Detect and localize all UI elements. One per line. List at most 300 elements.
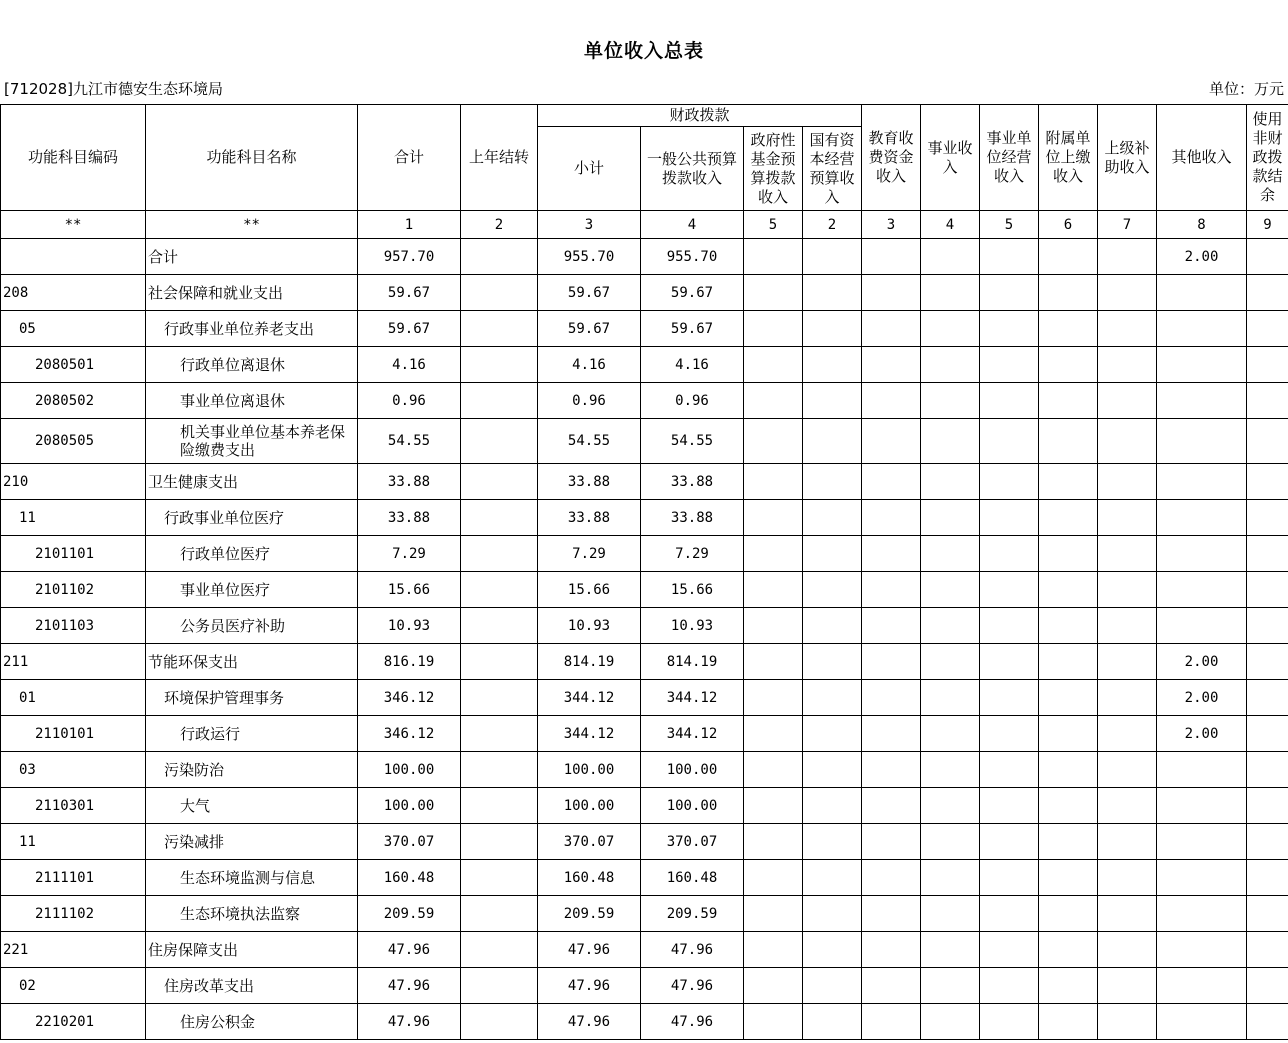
cell-code <box>1 239 146 275</box>
header-general: 一般公共预算拨款收入 <box>641 127 744 211</box>
cell-subtotal: 0.96 <box>538 383 641 419</box>
organization-label: [712028]九江市德安生态环境局 <box>4 80 223 98</box>
cell-name: 事业单位医疗 <box>146 572 358 608</box>
cell-total: 816.19 <box>358 644 461 680</box>
cell-empty <box>461 824 538 860</box>
cell-general: 47.96 <box>641 1004 744 1040</box>
cell-other <box>1157 347 1247 383</box>
cell-total: 160.48 <box>358 860 461 896</box>
header-superior: 上级补助收入 <box>1098 105 1157 211</box>
cell-empty <box>921 752 980 788</box>
cell-empty <box>980 419 1039 464</box>
cell-empty <box>803 572 862 608</box>
cell-empty <box>921 572 980 608</box>
cell-total: 59.67 <box>358 311 461 347</box>
cell-empty <box>980 500 1039 536</box>
cell-code: 02 <box>1 968 146 1004</box>
cell-general: 160.48 <box>641 860 744 896</box>
table-row <box>1 275 1288 311</box>
cell-empty <box>1247 788 1288 824</box>
cell-empty <box>862 680 921 716</box>
cell-other: 2.00 <box>1157 239 1247 275</box>
header-operation: 事业单位经营收入 <box>980 105 1039 211</box>
cell-empty <box>1098 464 1157 500</box>
cell-empty <box>1039 383 1098 419</box>
cell-code: 03 <box>1 752 146 788</box>
cell-total: 47.96 <box>358 932 461 968</box>
cell-empty <box>1039 752 1098 788</box>
cell-name: 机关事业单位基本养老保险缴费支出 <box>146 419 358 464</box>
cell-empty <box>921 347 980 383</box>
cell-empty <box>1247 716 1288 752</box>
cell-empty <box>744 311 803 347</box>
cell-subtotal: 209.59 <box>538 896 641 932</box>
cell-empty <box>1247 680 1288 716</box>
cell-empty <box>980 896 1039 932</box>
cell-general: 33.88 <box>641 464 744 500</box>
cell-empty <box>862 383 921 419</box>
cell-code: 2080505 <box>1 419 146 464</box>
table-row <box>1 644 1288 680</box>
cell-empty <box>744 572 803 608</box>
cell-total: 59.67 <box>358 275 461 311</box>
cell-empty <box>980 311 1039 347</box>
report-title: 单位收入总表 <box>583 40 704 62</box>
cell-empty <box>1039 680 1098 716</box>
cell-empty <box>1098 788 1157 824</box>
table-body <box>1 239 1288 1040</box>
cell-empty <box>803 644 862 680</box>
cell-empty <box>461 932 538 968</box>
cell-empty <box>1247 239 1288 275</box>
cell-other <box>1157 968 1247 1004</box>
table-row <box>1 239 1288 275</box>
table-row <box>1 860 1288 896</box>
cell-name: 行政事业单位养老支出 <box>146 311 358 347</box>
cell-empty <box>980 716 1039 752</box>
cell-empty <box>1039 608 1098 644</box>
cell-other <box>1157 419 1247 464</box>
cell-empty <box>461 788 538 824</box>
cell-general: 344.12 <box>641 680 744 716</box>
table-row <box>1 536 1288 572</box>
cell-general: 100.00 <box>641 752 744 788</box>
header-nonfiscal: 使用非财政拨款结余 <box>1247 105 1288 211</box>
cell-empty <box>980 644 1039 680</box>
column-number: 1 <box>358 211 461 239</box>
cell-empty <box>1247 644 1288 680</box>
cell-empty <box>1039 860 1098 896</box>
cell-empty <box>803 347 862 383</box>
cell-empty <box>744 824 803 860</box>
cell-other <box>1157 752 1247 788</box>
cell-empty <box>1039 536 1098 572</box>
cell-empty <box>461 896 538 932</box>
column-number: 4 <box>641 211 744 239</box>
cell-empty <box>862 500 921 536</box>
cell-other: 2.00 <box>1157 644 1247 680</box>
cell-empty <box>1098 311 1157 347</box>
cell-general: 33.88 <box>641 500 744 536</box>
cell-empty <box>921 932 980 968</box>
cell-empty <box>862 536 921 572</box>
cell-empty <box>921 968 980 1004</box>
cell-empty <box>1039 788 1098 824</box>
cell-other <box>1157 788 1247 824</box>
table-row <box>1 752 1288 788</box>
cell-total: 0.96 <box>358 383 461 419</box>
table-row <box>1 932 1288 968</box>
cell-empty <box>803 275 862 311</box>
header-carryover: 上年结转 <box>461 105 538 211</box>
cell-empty <box>862 275 921 311</box>
cell-name: 行政运行 <box>146 716 358 752</box>
cell-empty <box>744 419 803 464</box>
cell-empty <box>803 752 862 788</box>
cell-empty <box>1039 311 1098 347</box>
cell-subtotal: 10.93 <box>538 608 641 644</box>
cell-empty <box>921 1004 980 1040</box>
cell-empty <box>1039 419 1098 464</box>
cell-name: 行政单位医疗 <box>146 536 358 572</box>
cell-general: 4.16 <box>641 347 744 383</box>
cell-empty <box>862 896 921 932</box>
header-stateasset: 国有资本经营预算收入 <box>803 127 862 211</box>
table-row <box>1 572 1288 608</box>
cell-general: 15.66 <box>641 572 744 608</box>
cell-empty <box>1247 464 1288 500</box>
cell-subtotal: 59.67 <box>538 275 641 311</box>
cell-general: 10.93 <box>641 608 744 644</box>
cell-empty <box>980 1004 1039 1040</box>
cell-empty <box>461 347 538 383</box>
cell-empty <box>980 608 1039 644</box>
column-number: 8 <box>1157 211 1247 239</box>
cell-empty <box>803 500 862 536</box>
cell-empty <box>1247 383 1288 419</box>
column-number: 5 <box>980 211 1039 239</box>
cell-subtotal: 344.12 <box>538 680 641 716</box>
cell-general: 100.00 <box>641 788 744 824</box>
cell-code: 05 <box>1 311 146 347</box>
cell-empty <box>1039 896 1098 932</box>
cell-code: 221 <box>1 932 146 968</box>
cell-empty <box>1098 932 1157 968</box>
cell-subtotal: 814.19 <box>538 644 641 680</box>
cell-subtotal: 59.67 <box>538 311 641 347</box>
cell-empty <box>1247 275 1288 311</box>
cell-empty <box>803 1004 862 1040</box>
cell-empty <box>461 968 538 1004</box>
cell-name: 行政单位离退休 <box>146 347 358 383</box>
cell-name: 行政事业单位医疗 <box>146 500 358 536</box>
cell-empty <box>1098 680 1157 716</box>
cell-empty <box>744 536 803 572</box>
column-number-row <box>1 211 1288 239</box>
cell-empty <box>803 608 862 644</box>
cell-total: 346.12 <box>358 680 461 716</box>
table-row <box>1 788 1288 824</box>
cell-empty <box>461 536 538 572</box>
cell-total: 4.16 <box>358 347 461 383</box>
cell-empty <box>980 680 1039 716</box>
cell-empty <box>1247 347 1288 383</box>
header-total: 合计 <box>358 105 461 211</box>
cell-total: 7.29 <box>358 536 461 572</box>
cell-empty <box>1098 896 1157 932</box>
cell-subtotal: 33.88 <box>538 464 641 500</box>
cell-empty <box>862 644 921 680</box>
cell-subtotal: 47.96 <box>538 932 641 968</box>
cell-empty <box>921 275 980 311</box>
cell-total: 346.12 <box>358 716 461 752</box>
cell-code: 2080501 <box>1 347 146 383</box>
cell-subtotal: 54.55 <box>538 419 641 464</box>
header-fiscal-group: 财政拨款 <box>538 105 862 127</box>
cell-empty <box>744 716 803 752</box>
cell-general: 344.12 <box>641 716 744 752</box>
cell-empty <box>1098 968 1157 1004</box>
header-other: 其他收入 <box>1157 105 1247 211</box>
cell-subtotal: 7.29 <box>538 536 641 572</box>
cell-empty <box>1098 644 1157 680</box>
cell-empty <box>1039 932 1098 968</box>
cell-empty <box>1247 968 1288 1004</box>
cell-empty <box>1247 752 1288 788</box>
cell-empty <box>803 968 862 1004</box>
cell-subtotal: 33.88 <box>538 500 641 536</box>
cell-empty <box>862 860 921 896</box>
cell-empty <box>862 932 921 968</box>
cell-other <box>1157 1004 1247 1040</box>
cell-empty <box>1098 500 1157 536</box>
header-govfund: 政府性基金预算拨款收入 <box>744 127 803 211</box>
cell-subtotal: 47.96 <box>538 968 641 1004</box>
cell-subtotal: 344.12 <box>538 716 641 752</box>
column-number: 5 <box>744 211 803 239</box>
cell-empty <box>980 932 1039 968</box>
cell-empty <box>461 419 538 464</box>
cell-empty <box>1098 860 1157 896</box>
cell-empty <box>744 932 803 968</box>
cell-total: 370.07 <box>358 824 461 860</box>
cell-name: 合计 <box>146 239 358 275</box>
income-summary-table <box>0 104 1288 1040</box>
unit-label: 单位：万元 <box>1208 80 1284 98</box>
cell-code: 2101103 <box>1 608 146 644</box>
cell-other <box>1157 608 1247 644</box>
cell-empty <box>803 932 862 968</box>
cell-empty <box>921 536 980 572</box>
cell-name: 环境保护管理事务 <box>146 680 358 716</box>
column-number: 3 <box>538 211 641 239</box>
cell-empty <box>461 860 538 896</box>
cell-empty <box>921 788 980 824</box>
cell-general: 955.70 <box>641 239 744 275</box>
cell-empty <box>980 464 1039 500</box>
cell-general: 47.96 <box>641 968 744 1004</box>
cell-empty <box>1247 311 1288 347</box>
header-business: 事业收入 <box>921 105 980 211</box>
cell-subtotal: 4.16 <box>538 347 641 383</box>
cell-subtotal: 100.00 <box>538 752 641 788</box>
cell-empty <box>1098 275 1157 311</box>
cell-empty <box>461 572 538 608</box>
cell-empty <box>980 383 1039 419</box>
cell-empty <box>1247 932 1288 968</box>
cell-other <box>1157 275 1247 311</box>
cell-name: 住房公积金 <box>146 1004 358 1040</box>
cell-general: 59.67 <box>641 275 744 311</box>
table-row <box>1 464 1288 500</box>
cell-empty <box>744 752 803 788</box>
cell-total: 47.96 <box>358 968 461 1004</box>
cell-empty <box>1247 1004 1288 1040</box>
cell-code: 11 <box>1 824 146 860</box>
cell-empty <box>1247 608 1288 644</box>
cell-empty <box>1247 572 1288 608</box>
cell-empty <box>1098 1004 1157 1040</box>
cell-name: 大气 <box>146 788 358 824</box>
cell-empty <box>1247 500 1288 536</box>
cell-empty <box>921 608 980 644</box>
cell-subtotal: 370.07 <box>538 824 641 860</box>
cell-empty <box>921 464 980 500</box>
cell-empty <box>862 608 921 644</box>
cell-empty <box>921 716 980 752</box>
cell-other <box>1157 311 1247 347</box>
table-row <box>1 824 1288 860</box>
table-row <box>1 896 1288 932</box>
cell-total: 47.96 <box>358 1004 461 1040</box>
cell-empty <box>803 536 862 572</box>
table-row <box>1 311 1288 347</box>
cell-empty <box>862 311 921 347</box>
cell-general: 7.29 <box>641 536 744 572</box>
cell-other: 2.00 <box>1157 680 1247 716</box>
cell-empty <box>461 680 538 716</box>
cell-empty <box>744 1004 803 1040</box>
cell-total: 54.55 <box>358 419 461 464</box>
cell-name: 生态环境监测与信息 <box>146 860 358 896</box>
cell-empty <box>744 500 803 536</box>
cell-subtotal: 955.70 <box>538 239 641 275</box>
cell-empty <box>862 716 921 752</box>
cell-empty <box>803 383 862 419</box>
cell-empty <box>744 608 803 644</box>
cell-total: 100.00 <box>358 752 461 788</box>
cell-empty <box>1039 572 1098 608</box>
cell-total: 100.00 <box>358 788 461 824</box>
cell-empty <box>862 1004 921 1040</box>
cell-empty <box>921 419 980 464</box>
cell-empty <box>803 860 862 896</box>
cell-code: 2110101 <box>1 716 146 752</box>
cell-total: 10.93 <box>358 608 461 644</box>
cell-other <box>1157 383 1247 419</box>
cell-empty <box>1039 644 1098 680</box>
cell-empty <box>980 860 1039 896</box>
cell-total: 15.66 <box>358 572 461 608</box>
cell-empty <box>461 275 538 311</box>
cell-name: 污染减排 <box>146 824 358 860</box>
cell-empty <box>862 464 921 500</box>
cell-empty <box>803 716 862 752</box>
cell-name: 节能环保支出 <box>146 644 358 680</box>
cell-empty <box>1039 464 1098 500</box>
cell-empty <box>744 788 803 824</box>
cell-subtotal: 15.66 <box>538 572 641 608</box>
cell-empty <box>1039 1004 1098 1040</box>
cell-empty <box>1098 716 1157 752</box>
table-row <box>1 608 1288 644</box>
cell-empty <box>461 752 538 788</box>
cell-empty <box>921 824 980 860</box>
cell-name: 事业单位离退休 <box>146 383 358 419</box>
cell-empty <box>980 347 1039 383</box>
column-number: ** <box>146 211 358 239</box>
cell-empty <box>921 311 980 347</box>
cell-code: 210 <box>1 464 146 500</box>
cell-code: 2110301 <box>1 788 146 824</box>
cell-name: 公务员医疗补助 <box>146 608 358 644</box>
header-code: 功能科目编码 <box>1 105 146 211</box>
cell-empty <box>744 680 803 716</box>
column-number: 9 <box>1247 211 1288 239</box>
cell-empty <box>1039 968 1098 1004</box>
cell-code: 2101102 <box>1 572 146 608</box>
cell-general: 54.55 <box>641 419 744 464</box>
cell-total: 957.70 <box>358 239 461 275</box>
cell-general: 59.67 <box>641 311 744 347</box>
cell-general: 47.96 <box>641 932 744 968</box>
cell-empty <box>980 239 1039 275</box>
cell-empty <box>862 788 921 824</box>
cell-empty <box>1039 500 1098 536</box>
cell-code: 208 <box>1 275 146 311</box>
cell-empty <box>1039 824 1098 860</box>
cell-empty <box>803 788 862 824</box>
cell-empty <box>862 824 921 860</box>
cell-empty <box>1098 239 1157 275</box>
cell-empty <box>1247 896 1288 932</box>
cell-empty <box>803 239 862 275</box>
cell-empty <box>803 464 862 500</box>
cell-empty <box>980 536 1039 572</box>
cell-code: 2101101 <box>1 536 146 572</box>
cell-empty <box>980 752 1039 788</box>
cell-name: 生态环境执法监察 <box>146 896 358 932</box>
cell-name: 社会保障和就业支出 <box>146 275 358 311</box>
cell-name: 卫生健康支出 <box>146 464 358 500</box>
cell-empty <box>461 608 538 644</box>
cell-empty <box>980 824 1039 860</box>
cell-empty <box>461 716 538 752</box>
table-row <box>1 716 1288 752</box>
cell-empty <box>1098 572 1157 608</box>
cell-empty <box>1098 419 1157 464</box>
cell-empty <box>744 464 803 500</box>
cell-empty <box>1098 536 1157 572</box>
cell-empty <box>862 572 921 608</box>
cell-empty <box>744 644 803 680</box>
cell-empty <box>1247 824 1288 860</box>
cell-empty <box>461 644 538 680</box>
cell-other: 2.00 <box>1157 716 1247 752</box>
table-row <box>1 419 1288 464</box>
cell-empty <box>921 860 980 896</box>
header-affiliated: 附属单位上缴收入 <box>1039 105 1098 211</box>
